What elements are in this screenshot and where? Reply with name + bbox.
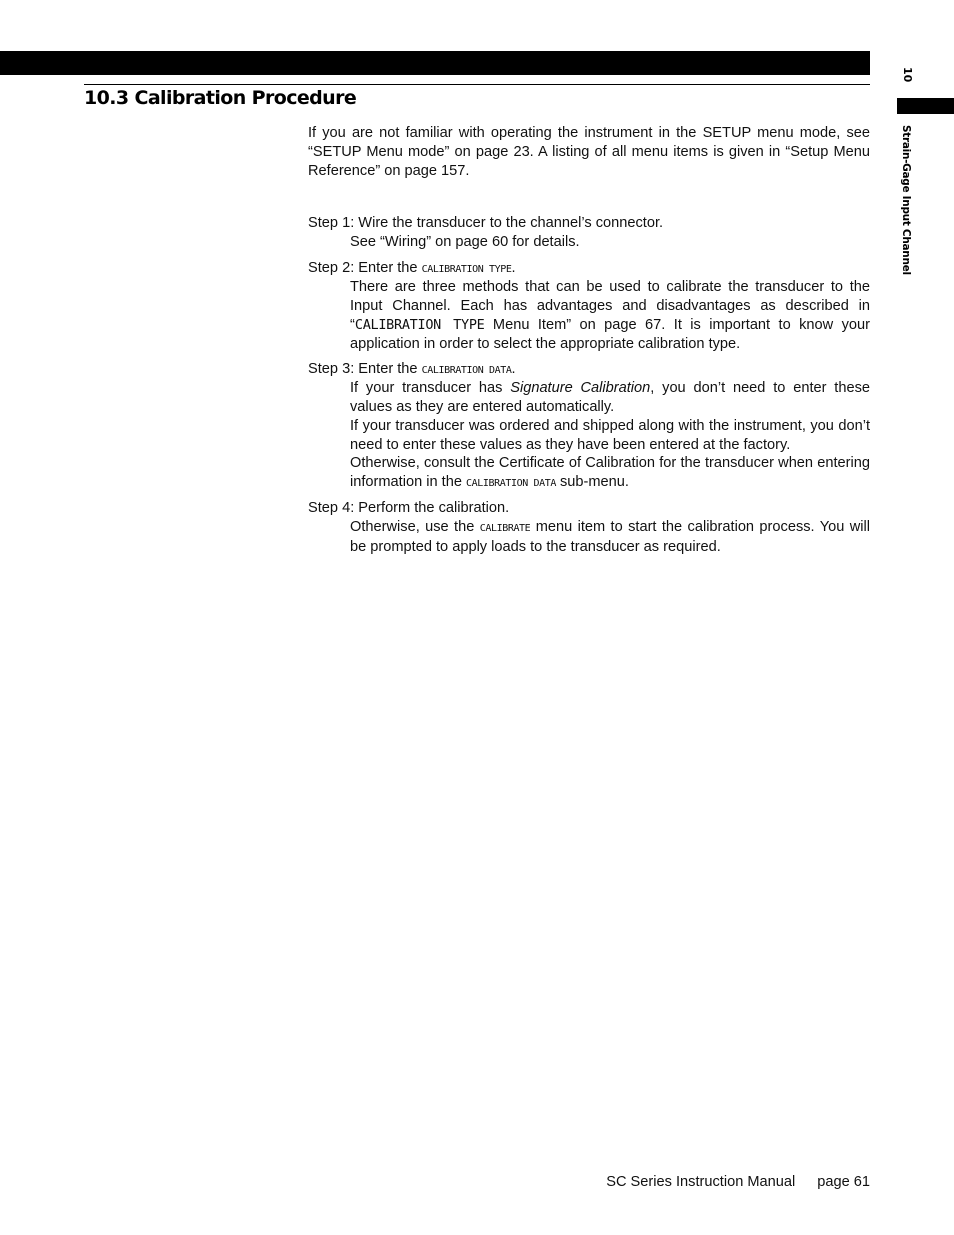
step3-para3-end: sub-menu. <box>555 474 629 490</box>
step2-body-text: There are three methods that can be used to calibrate the transducer to the Input Channel. Each has advantages and disadvantages as described in “ <box>350 279 870 333</box>
signature-calibration-term: Signature Calibration <box>510 380 651 396</box>
calibration-data-code: CALIBRATION DATA <box>421 365 512 376</box>
step3-para3-text: Otherwise, consult the Certificate of Calibration for the transducer when entering information in the <box>350 455 870 490</box>
chapter-number: 10 <box>901 67 914 83</box>
step3-heading <box>308 360 870 380</box>
step4-heading: Step 4: Perform the calibration. <box>308 500 510 516</box>
section-title: 10.3 Calibration Procedure <box>84 87 357 109</box>
step3-para1-text: If your transducer has <box>350 380 511 396</box>
step3-para3 <box>350 454 870 493</box>
step2-heading-text: Step 2: Enter the <box>308 260 422 276</box>
step2-body <box>350 278 870 354</box>
step1-body: See “Wiring” on page 60 for details. <box>350 234 580 250</box>
header-rule <box>84 84 870 85</box>
step2-heading <box>308 259 870 279</box>
step2-heading-end: . <box>511 260 516 276</box>
chapter-title: Strain-Gage Input Channel <box>900 125 912 275</box>
calibration-type-code-large: CALIBRATION TYPE <box>354 317 485 333</box>
header-bar <box>0 51 870 75</box>
intro-paragraph: If you are not familiar with operating the instrument in the SETUP menu mode, see “SETUP Menu mode” on page 23. A listing of all menu items is given in “Setup Menu Reference” on page 157. <box>308 125 870 179</box>
step3-heading-text: Step 3: Enter the <box>308 361 422 377</box>
calibration-data-code-2: CALIBRATION DATA <box>466 478 556 489</box>
step3-para1-end: , you don’t need to enter these values as they are entered automatically. <box>350 380 870 415</box>
step1-heading: Step 1: Wire the transducer to the channel’s connector. <box>308 215 664 231</box>
calibrate-code: CALIBRATE <box>479 523 531 534</box>
step3-heading-end: . <box>511 361 516 377</box>
step2-body-end: Menu Item” on page 67. It is important to know your application in order to select the appropriate calibration type. <box>350 317 870 352</box>
step3-para2: If your transducer was ordered and shipped along with the instrument, you don’t need to enter these values as they have been entered at the factory. <box>350 418 870 453</box>
page-number: page 61 <box>817 1174 870 1190</box>
calibration-type-code: CALIBRATION TYPE <box>421 264 512 275</box>
chapter-tab <box>897 98 954 114</box>
step3-para1 <box>350 379 870 417</box>
page-footer <box>606 1173 870 1192</box>
step4-body <box>350 518 870 557</box>
step4-body-end: menu item to start the calibration process. You will be prompted to apply loads to the transducer as required. <box>350 519 870 555</box>
manual-title: SC Series Instruction Manual <box>606 1174 796 1190</box>
step4-body-text: Otherwise, use the <box>350 519 480 535</box>
